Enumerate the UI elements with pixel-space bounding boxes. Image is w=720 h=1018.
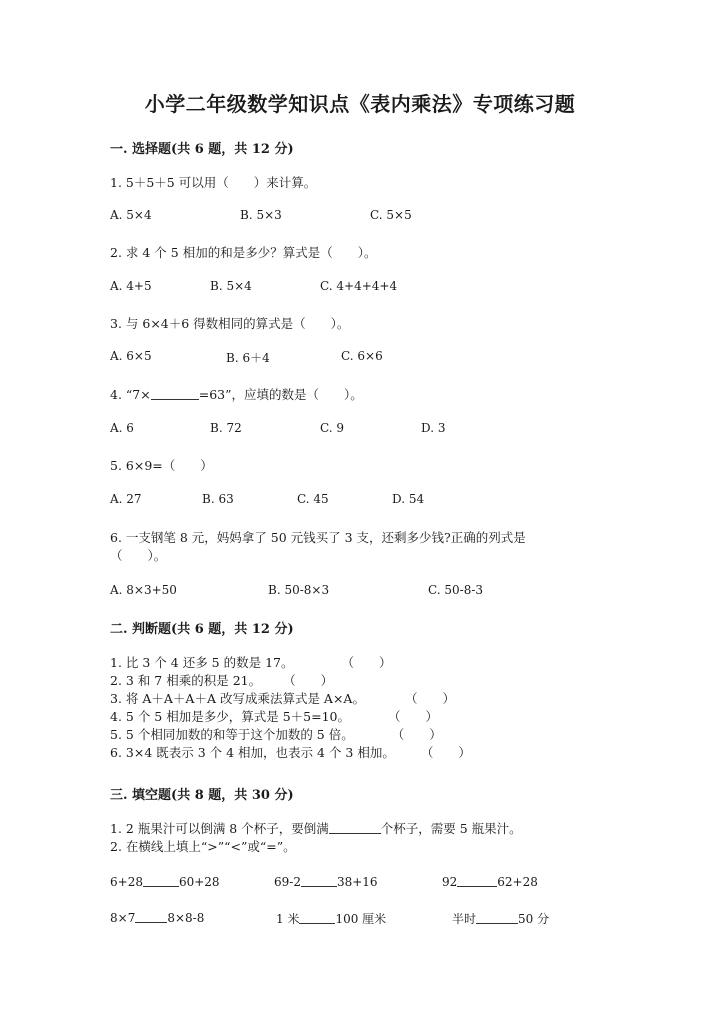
- option-2b: B. 5×4: [210, 279, 252, 293]
- judge-item-text: 2. 3 和 7 相乘的积是 21。: [110, 673, 262, 688]
- judge-item-text: 5. 5 个相同加数的和等于这个加数的 5 倍。: [110, 727, 354, 742]
- judge-item-text: 1. 比 3 个 4 还多 5 的数是 17。: [110, 655, 294, 670]
- compare-item: [110, 910, 204, 925]
- judge-item-text: 6. 3×4 既表示 3 个 4 相加，也表示 4 个 3 相加。: [110, 745, 395, 760]
- answer-blank: [457, 874, 497, 887]
- answer-blank: [135, 910, 167, 923]
- question-5: 5. 6×9=（ ）: [110, 458, 213, 473]
- option-5b: B. 63: [202, 492, 234, 506]
- judge-item-text: 3. 将 A＋A＋A＋A 改写成乘法算式是 A×A。: [110, 691, 365, 706]
- compare-left: 8×7: [110, 911, 136, 925]
- question-2: 2. 求 4 个 5 相加的和是多少？算式是（ ）。: [110, 245, 377, 260]
- page-title: 小学二年级数学知识点《表内乘法》专项练习题: [144, 92, 576, 116]
- option-2c: C. 4+4+4+4: [320, 279, 398, 293]
- question-3: 3. 与 6×4＋6 得数相同的算式是（ ）。: [110, 316, 350, 331]
- compare-item: [276, 910, 386, 927]
- question-6-continuation: （ ）。: [110, 548, 167, 563]
- compare-left: 1 米: [276, 912, 300, 926]
- option-3c: C. 6×6: [341, 349, 383, 363]
- fill-question-1: [110, 819, 522, 837]
- option-4b: B. 72: [210, 421, 242, 435]
- answer-blank: [143, 874, 179, 887]
- answer-paren: （ ）: [387, 709, 438, 724]
- section-heading-choice: 一. 选择题(共 6 题，共 12 分): [110, 142, 294, 157]
- answer-blank: [151, 387, 199, 400]
- question-4-suffix: =63”，应填的数是（ ）。: [198, 387, 363, 402]
- judge-item-3: [110, 689, 455, 707]
- compare-right: 100 厘米: [335, 912, 387, 926]
- compare-right: 60+28: [178, 875, 220, 889]
- answer-blank: [299, 911, 335, 924]
- option-1a: A. 5×4: [110, 208, 152, 222]
- fill-question-1-suffix: 个杯子，需要 5 瓶果汁。: [380, 821, 522, 836]
- question-4: [110, 385, 363, 403]
- judge-item-1: [110, 653, 391, 671]
- answer-paren: （ ）: [341, 655, 392, 670]
- judge-item-4: [110, 707, 438, 725]
- option-1b: B. 5×3: [240, 208, 282, 222]
- option-4a: A. 6: [110, 421, 134, 435]
- option-1c: C. 5×5: [370, 208, 412, 222]
- compare-left: 92: [442, 875, 458, 889]
- compare-right: 62+28: [497, 875, 538, 889]
- section-heading-judge: 二. 判断题(共 6 题，共 12 分): [110, 622, 294, 637]
- compare-left: 69-2: [274, 875, 301, 889]
- answer-blank: [329, 821, 381, 834]
- judge-item-2: [110, 671, 333, 689]
- option-5a: A. 27: [110, 492, 142, 506]
- question-4-prefix: 4. “7×: [110, 387, 151, 402]
- answer-paren: （ ）: [420, 745, 471, 760]
- judge-item-text: 4. 5 个 5 相加是多少，算式是 5＋5=10。: [110, 709, 350, 724]
- option-5d: D. 54: [392, 492, 425, 506]
- compare-item: [110, 874, 220, 889]
- option-4d: D. 3: [421, 421, 446, 435]
- question-6: 6. 一支钢笔 8 元，妈妈拿了 50 元钱买了 3 支，还剩多少钱?正确的列式是: [110, 530, 526, 545]
- answer-paren: （ ）: [404, 691, 455, 706]
- fill-question-2: 2. 在横线上填上“>”“<”或“=”。: [110, 839, 296, 854]
- compare-right: 50 分: [518, 912, 550, 926]
- fill-question-1-prefix: 1. 2 瓶果汁可以倒满 8 个杯子，要倒满: [110, 821, 329, 836]
- option-6a: A. 8×3+50: [110, 583, 177, 597]
- option-3a: A. 6×5: [110, 349, 152, 363]
- compare-left: 6+28: [110, 875, 143, 889]
- option-2a: A. 4+5: [110, 279, 152, 293]
- compare-item: [442, 874, 538, 889]
- option-6c: C. 50-8-3: [428, 583, 484, 597]
- answer-paren: （ ）: [283, 673, 334, 688]
- answer-blank: [301, 874, 337, 887]
- judge-item-6: [110, 743, 471, 761]
- option-6b: B. 50-8×3: [268, 583, 330, 597]
- answer-paren: （ ）: [391, 727, 442, 742]
- option-5c: C. 45: [297, 492, 329, 506]
- answer-blank: [476, 911, 518, 924]
- section-heading-fill: 三. 填空题(共 8 题，共 30 分): [110, 788, 294, 803]
- option-4c: C. 9: [320, 421, 345, 435]
- compare-left: 半时: [452, 912, 477, 926]
- compare-item: [274, 874, 378, 889]
- compare-right: 8×8-8: [167, 911, 205, 925]
- judge-item-5: [110, 725, 442, 743]
- question-1: 1. 5＋5＋5 可以用（ ）来计算。: [110, 175, 317, 190]
- compare-item: [452, 910, 549, 927]
- compare-right: 38+16: [336, 875, 378, 889]
- option-3b: B. 6＋4: [226, 351, 270, 365]
